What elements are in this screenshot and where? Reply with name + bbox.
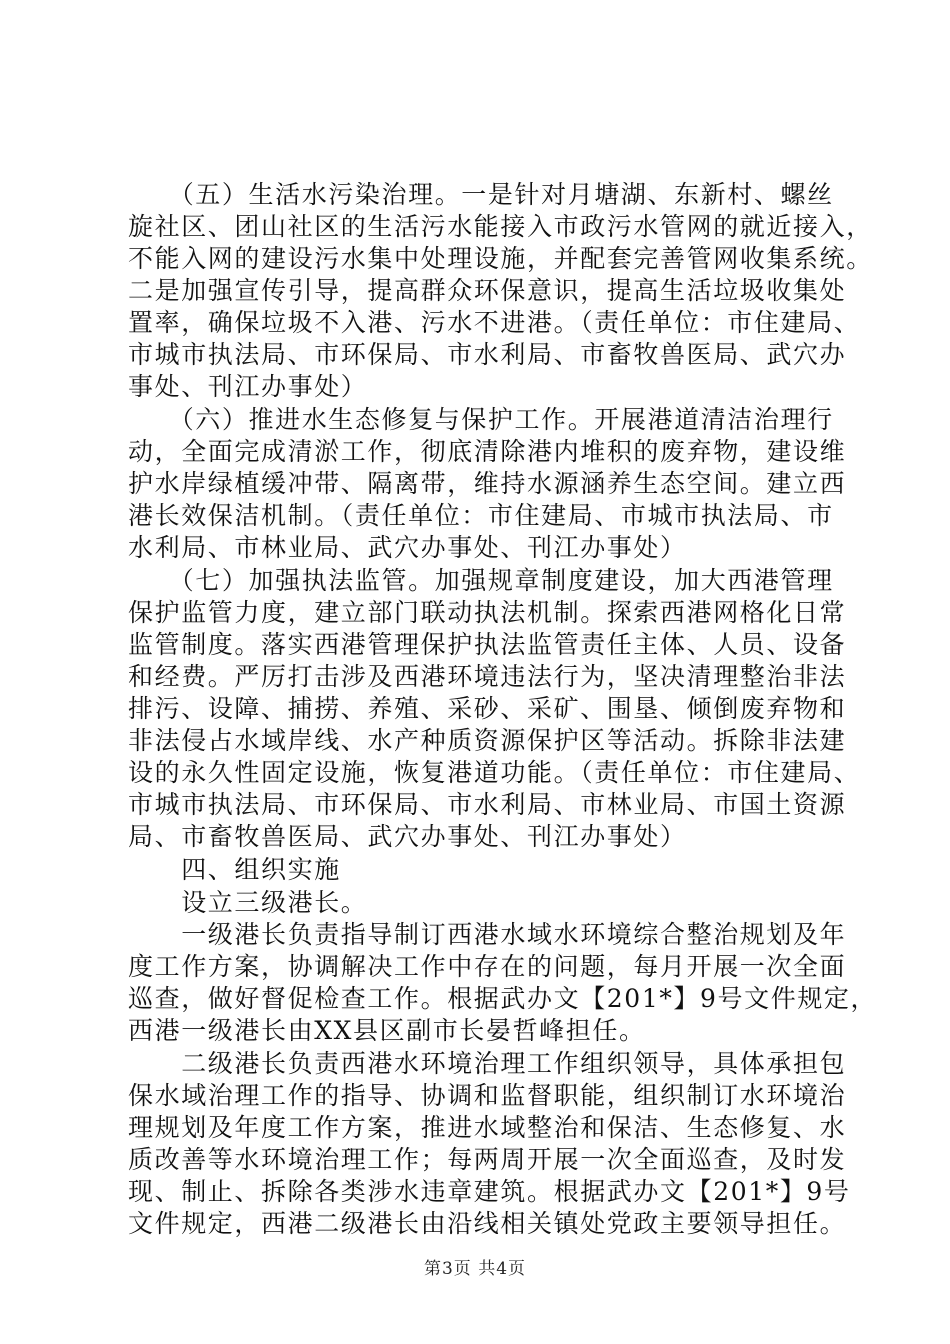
text-line: 水利局、市林业局、武穴办事处、刊江办事处）: [128, 533, 687, 562]
text-line: （五）生活水污染治理。一是针对月塘湖、东新村、螺丝: [128, 180, 834, 209]
text-line: 局、市畜牧兽医局、武穴办事处、刊江办事处）: [128, 822, 687, 851]
text-line: 二级港长负责西港水环境治理工作组织领导，具体承担包: [128, 1049, 847, 1078]
text-line: 度工作方案，协调解决工作中存在的问题，每月开展一次全面: [128, 952, 847, 981]
text-line: 四、组织实施: [128, 855, 341, 884]
text-line: 和经费。严厉打击涉及西港环境违法行为，坚决清理整治非法: [128, 662, 847, 691]
text-line: 理规划及年度工作方案，推进水域整治和保洁、生态修复、水: [128, 1113, 847, 1142]
text-line: 市城市执法局、市环保局、市水利局、市林业局、市国土资源: [128, 790, 847, 819]
text-line: 置率，确保垃圾不入港、污水不进港。（责任单位：市住建局、: [128, 308, 861, 337]
page-footer: 第3页 共4页: [423, 1259, 527, 1279]
text-line: 质改善等水环境治理工作；每两周开展一次全面巡查，及时发: [128, 1145, 847, 1174]
text-line: 市城市执法局、市环保局、市水利局、市畜牧兽医局、武穴办: [128, 340, 847, 369]
text-line: 西港一级港长由XX县区副市长晏哲峰担任。: [128, 1016, 646, 1045]
text-line: 现、制止、拆除各类涉水违章建筑。根据武办文【201*】9号: [128, 1177, 851, 1206]
text-line: 港长效保洁机制。（责任单位：市住建局、市城市执法局、市: [128, 501, 834, 530]
text-line: 监管制度。落实西港管理保护执法监管责任主体、人员、设备: [128, 630, 847, 659]
text-line: 不能入网的建设污水集中处理设施，并配套完善管网收集系统。: [128, 244, 873, 273]
text-line: 设的永久性固定设施，恢复港道功能。（责任单位：市住建局、: [128, 758, 861, 787]
text-line: （六）推进水生态修复与保护工作。开展港道清洁治理行: [128, 405, 834, 434]
text-line: （七）加强执法监管。加强规章制度建设，加大西港管理: [128, 566, 834, 595]
text-line: 动，全面完成清淤工作，彻底清除港内堆积的废弃物，建设维: [128, 437, 847, 466]
text-line: 设立三级港长。: [128, 888, 368, 917]
text-line: 非法侵占水域岸线、水产种质资源保护区等活动。拆除非法建: [128, 726, 847, 755]
text-line: 文件规定，西港二级港长由沿线相关镇处党政主要领导担任。: [128, 1209, 847, 1238]
text-line: 一级港长负责指导制订西港水域水环境综合整治规划及年: [128, 920, 847, 949]
text-line: 排污、设障、捕捞、养殖、采砂、采矿、围垦、倾倒废弃物和: [128, 694, 847, 723]
text-line: 保水域治理工作的指导、协调和监督职能，组织制订水环境治: [128, 1081, 847, 1110]
text-line: 护水岸绿植缓冲带、隔离带，维持水源涵养生态空间。建立西: [128, 469, 847, 498]
text-line: 保护监管力度，建立部门联动执法机制。探索西港网格化日常: [128, 598, 847, 627]
text-line: 二是加强宣传引导，提高群众环保意识，提高生活垃圾收集处: [128, 276, 847, 305]
text-line: 巡查，做好督促检查工作。根据武办文【201*】9号文件规定，: [128, 984, 878, 1013]
text-line: 事处、刊江办事处）: [128, 372, 368, 401]
text-line: 旋社区、团山社区的生活污水能接入市政污水管网的就近接入，: [128, 212, 873, 241]
